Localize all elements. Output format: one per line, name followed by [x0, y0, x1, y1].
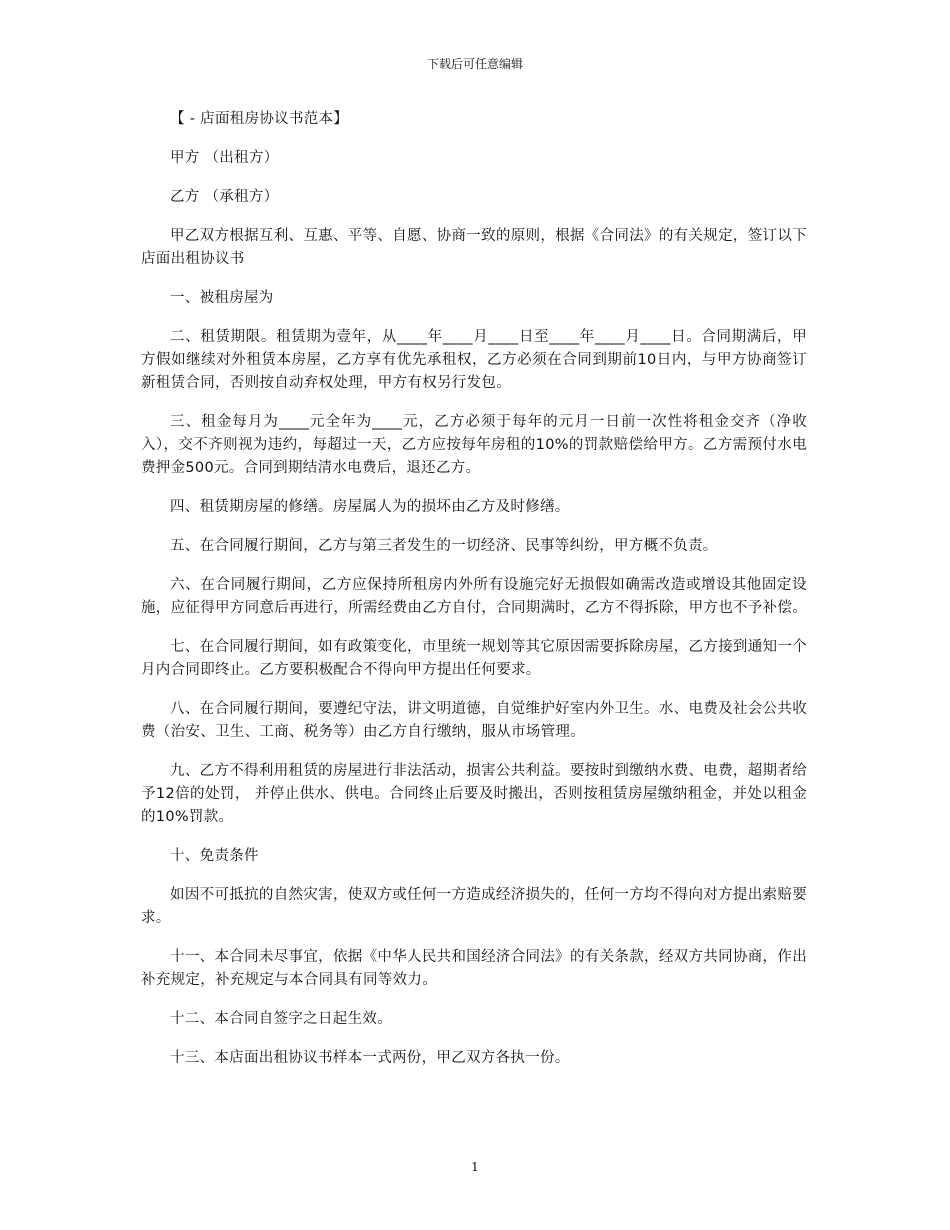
party-a-line: 甲方 （出租方）: [170, 150, 279, 166]
page-number: 1: [471, 1160, 479, 1174]
header-note: 下载后可任意编辑: [426, 57, 523, 71]
clause-4: 四、租赁期房屋的修缮。房屋属人为的损坏由乙方及时修缮。: [170, 499, 570, 515]
party-b-line: 乙方 （承租方）: [170, 189, 279, 205]
clause-5: 五、在合同履行期间，乙方与第三者发生的一切经济、民事等纠纷，甲方概不负责。: [170, 538, 718, 554]
preamble-paragraph: 甲乙双方根据互利、互惠、平等、自愿、协商一致的原则，根据《合同法》的有关规定，签订以下店面出租协议书: [141, 228, 807, 267]
document-body: [141, 108, 807, 1086]
clause-10-body: 如因不可抵抗的自然灾害，使双方或任何一方造成经济损失的，任何一方均不得向对方提出索赔要求。: [141, 887, 807, 926]
document-title: 【 - 店面租房协议书范本】: [170, 111, 349, 127]
clause-6: 六、在合同履行期间，乙方应保持所租房内外所有设施完好无损假如确需改造或增设其他固定设施，应征得甲方同意后再进行，所需经费由乙方自付，合同期满时，乙方不得拆除，甲方也不予补偿。: [141, 577, 807, 616]
clause-10-heading: 十、免责条件: [170, 848, 259, 864]
clause-3: 三、租金每月为____元全年为____元，乙方必须于每年的元月一日前一次性将租金交齐（净收入），交不齐则视为违约，每超过一天，乙方应按每年房租的10%的罚款赔偿给甲方。乙方需预付水电费押金500元。合同到期结清水电费后，退还乙方。: [141, 414, 807, 476]
clause-13: 十三、本店面出租协议书样本一式两份，甲乙双方各执一份。: [170, 1050, 570, 1066]
clause-11: 十一、本合同未尽事宜，依据《中华人民共和国经济合同法》的有关条款，经双方共同协商，作出补充规定，补充规定与本合同具有同等效力。: [141, 949, 807, 988]
clause-2: 二、租赁期限。租赁期为壹年，从____年____月____日至____年____月____日。合同期满后，甲方假如继续对外租赁本房屋，乙方享有优先承租权，乙方必须在合同到期前10日内，与甲方协商签订新租赁合同，否则按自动弃权处理，甲方有权另行发包。: [141, 329, 807, 391]
clause-8: 八、在合同履行期间，要遵纪守法，讲文明道德，自觉维护好室内外卫生。水、电费及社会公共收费（治安、卫生、工商、税务等）由乙方自行缴纳，服从市场管理。: [141, 701, 807, 740]
clause-9: 九、乙方不得利用租赁的房屋进行非法活动，损害公共利益。要按时到缴纳水费、电费，超期者给予12倍的处罚， 并停止供水、供电。合同终止后要及时搬出，否则按租赁房屋缴纳租金，并处以租金的10%罚款。: [141, 763, 807, 825]
clause-7: 七、在合同履行期间，如有政策变化，市里统一规划等其它原因需要拆除房屋，乙方接到通知一个月内合同即终止。乙方要积极配合不得向甲方提出任何要求。: [141, 639, 807, 678]
clause-12: 十二、本合同自签字之日起生效。: [170, 1011, 392, 1027]
clause-1: 一、被租房屋为: [170, 290, 274, 306]
